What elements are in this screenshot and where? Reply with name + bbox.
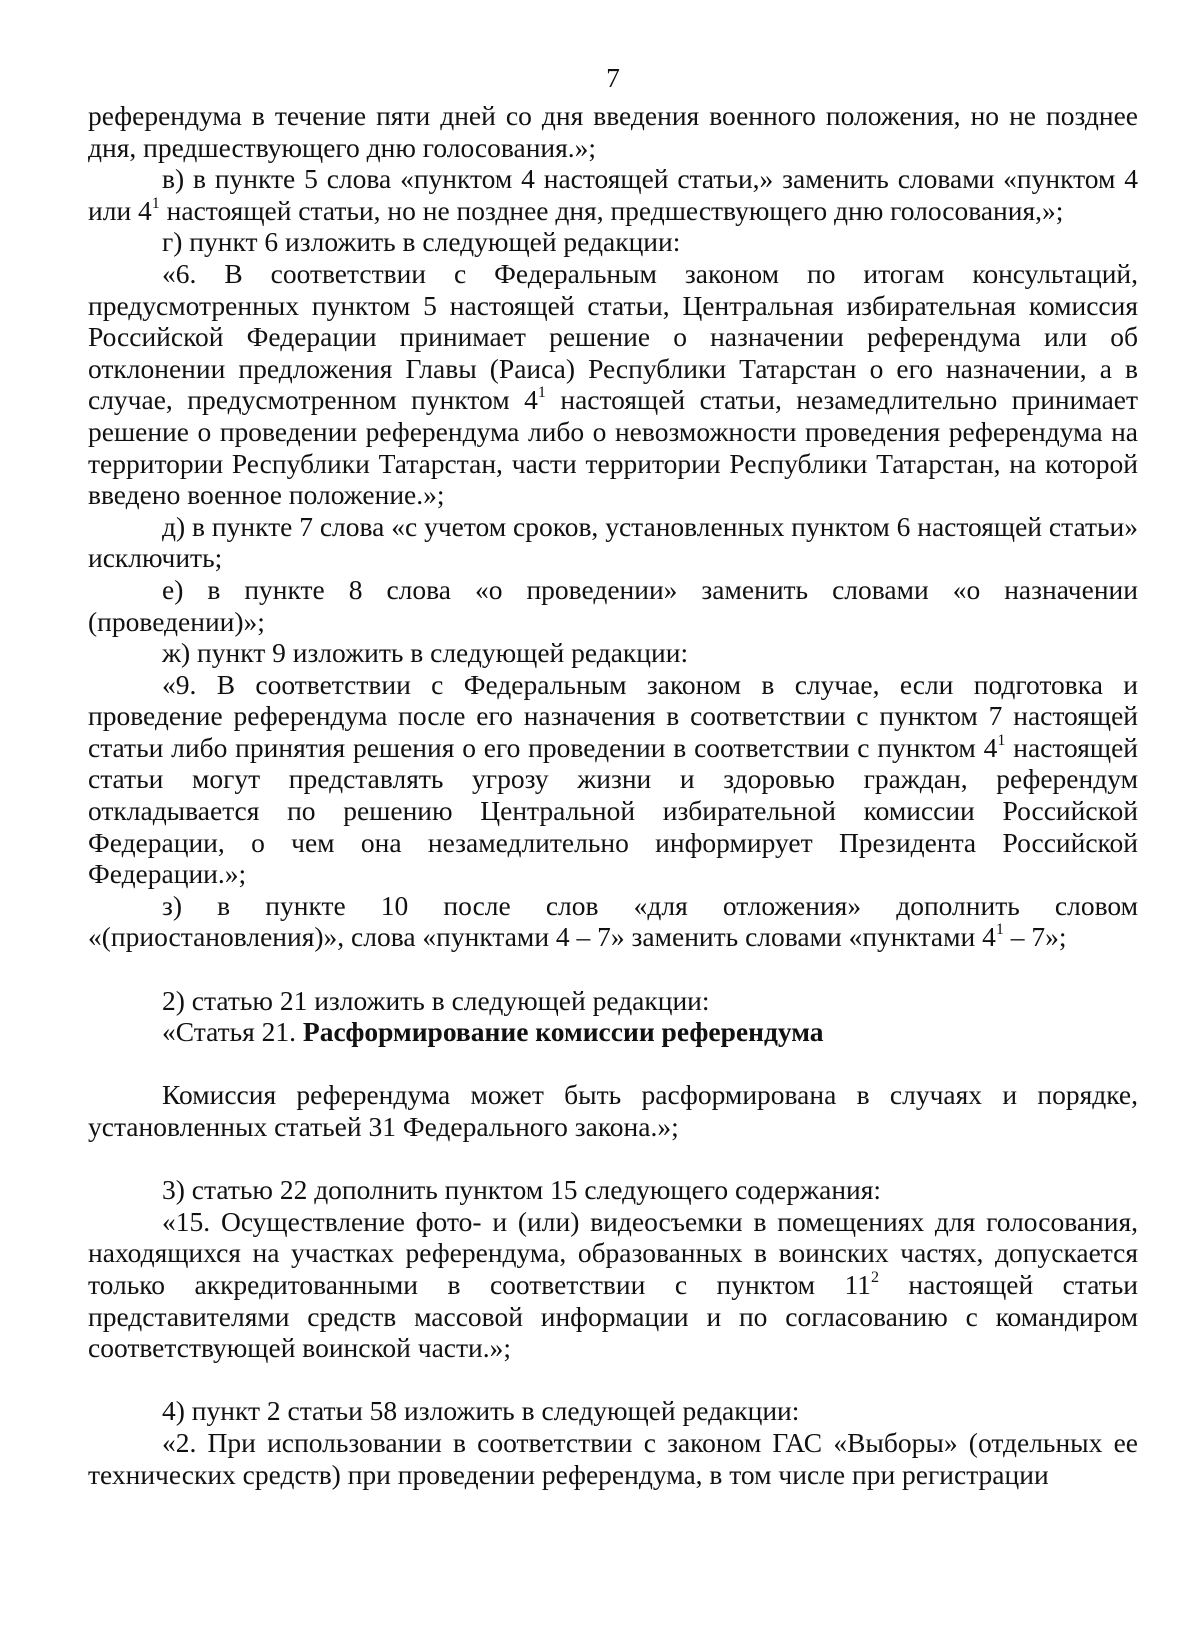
paragraph	[88, 226, 1138, 258]
text-run: «2. При использовании в соответствии с законом ГАС «Выборы» (отдельных ее технических средств) при проведении референдума, в том числе при регистрации	[88, 1426, 1138, 1490]
text-run: «6. В соответствии с Федеральным законом по итогам консультаций, предусмотренных пунктом 5 настоящей статьи, Центральная избирательная комиссия Российской Федерации принимает решение о назначении референдума или об отклонении предложения Главы (Раиса) Республики Татарстан о его назначении, а в случае, предусмотренном пунктом 4	[88, 257, 1138, 416]
paragraph	[88, 1206, 1138, 1364]
paragraph	[88, 163, 1138, 226]
text-run: настоящей статьи, но не позднее дня, предшествующего дню голосования,»;	[159, 194, 1064, 226]
text-run: Комиссия референдума может быть расформирована в случаях и порядке, установленных статьей 31 Федерального закона.»;	[88, 1079, 1138, 1142]
paragraph	[88, 1079, 1138, 1142]
text-run: «Статья 21.	[162, 1016, 303, 1048]
paragraph	[88, 669, 1138, 890]
superscript: 1	[995, 921, 1004, 939]
paragraph	[88, 258, 1138, 511]
text-run: в) в пункте 5 слова «пунктом 4 настоящей статьи,» заменить словами «пунктом 4 или 4	[88, 163, 1138, 226]
text-run: «15. Осуществление фото- и (или) видеосъемки в помещениях для голосования, находящихся на участках референдума, образованных в воинских частях, допускается только аккредитованными в соответствии с пунктом 11	[88, 1205, 1138, 1300]
paragraph	[88, 511, 1138, 574]
paragraph-spacer	[88, 953, 1138, 985]
paragraph-spacer	[88, 1048, 1138, 1080]
text-run: г) пункт 6 изложить в следующей редакции:	[162, 226, 681, 258]
text-run: ж) пункт 9 изложить в следующей редакции:	[162, 637, 689, 669]
text-run: настоящей статьи, незамедлительно принимает решение о проведении референдума либо о невозможности проведения референдума на территории Республики Татарстан, части территории Республики Татарстан, на которой введено военное положение.»;	[88, 384, 1139, 511]
text-run: настоящей статьи могут представлять угрозу жизни и здоровью граждан, референдум откладывается по решению Центральной избирательной комиссии Российской Федерации, о чем она незамедлительно информирует Президента Российской Федерации.»;	[88, 731, 1139, 890]
paragraph	[88, 100, 1138, 163]
text-run: 4) пункт 2 статьи 58 изложить в следующей редакции:	[162, 1395, 800, 1427]
superscript: 1	[151, 194, 160, 212]
paragraph	[88, 637, 1138, 669]
superscript: 1	[537, 384, 546, 402]
document-body	[88, 100, 1138, 1490]
text-run: – 7»;	[1003, 921, 1067, 953]
bold-heading-text: Расформирование комиссии референдума	[302, 1016, 824, 1048]
text-run: д) в пункте 7 слова «с учетом сроков, установленных пунктом 6 настоящей статьи» исключить;	[88, 510, 1138, 574]
paragraph-spacer	[88, 1143, 1138, 1175]
text-run: е) в пункте 8 слова «о проведении» заменить словами «о назначении (проведении)»;	[88, 573, 1138, 637]
text-run: настоящей статьи представителями средств массовой информации и по согласованию с командиром соответствующей воинской части.»;	[88, 1268, 1138, 1364]
paragraph	[88, 985, 1138, 1017]
text-run: «9. В соответствии с Федеральным законом в случае, если подготовка и проведение референдума после его назначения в соответствии с пунктом 7 настоящей статьи либо принятия решения о его проведении в соответствии с пунктом 4	[88, 668, 1138, 763]
paragraph	[88, 1174, 1138, 1206]
paragraph	[88, 1395, 1138, 1427]
paragraph	[88, 1427, 1138, 1490]
superscript: 1	[997, 731, 1006, 749]
text-run: 2) статью 21 изложить в следующей редакции:	[162, 984, 710, 1016]
text-run: з) в пункте 10 после слов «для отложения» дополнить словом «(приостановления)», слова «пунктами 4 – 7» заменить словами «пунктами 4	[88, 889, 1138, 953]
text-run: 3) статью 22 дополнить пунктом 15 следующего содержания:	[162, 1174, 882, 1206]
page-number: 7	[606, 62, 620, 93]
superscript: 2	[870, 1268, 879, 1286]
paragraph	[88, 890, 1138, 953]
paragraph	[88, 574, 1138, 637]
text-run: референдума в течение пяти дней со дня введения военного положения, но не позднее дня, предшествующего дню голосования.»;	[88, 100, 1138, 163]
paragraph	[88, 1016, 1138, 1048]
paragraph-spacer	[88, 1364, 1138, 1396]
document-page	[88, 62, 1138, 1490]
